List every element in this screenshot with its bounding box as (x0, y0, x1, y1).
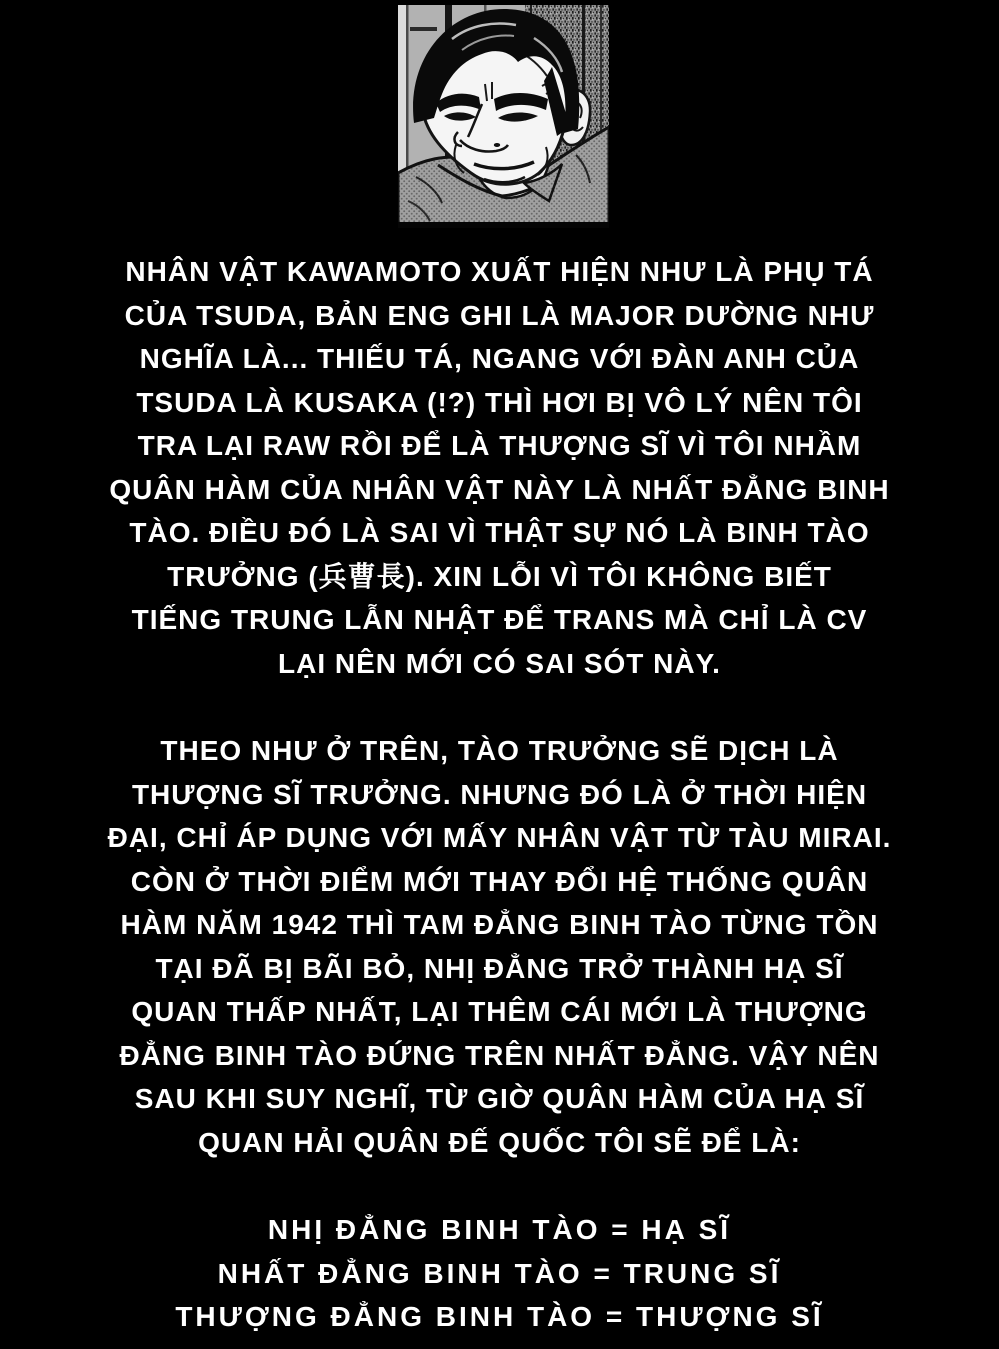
note-line: CÒN Ở THỜI ĐIỂM MỚI THAY ĐỔI HỆ THỐNG QUÂN (130, 865, 869, 897)
note-paragraph-1 (0, 250, 999, 685)
note-line: NHÂN VẬT KAWAMOTO XUẤT HIỆN NHƯ LÀ PHỤ TÁ (125, 256, 874, 287)
note-line: SAU KHI SUY NGHĨ, TỪ GIỜ QUÂN HÀM CỦA HẠ SĨ (134, 1083, 865, 1114)
note-line: TẠI ĐÃ BỊ BÃI BỎ, NHỊ ĐẲNG TRỞ THÀNH HẠ SĨ (155, 952, 844, 984)
note-line: TÀO. ĐIỀU ĐÓ LÀ SAI VÌ THẬT SỰ NÓ LÀ BINH TÀO (129, 517, 870, 548)
kawamoto-portrait-drawing (398, 5, 609, 228)
note-line: THƯỢNG SĨ TRƯỞNG. NHƯNG ĐÓ LÀ Ở THỜI HIỆN (131, 778, 868, 810)
note-line: TSUDA LÀ KUSAKA (!?) THÌ HƠI BỊ VÔ LÝ NÊN TÔI (136, 386, 863, 418)
note-paragraph-2 (0, 729, 999, 1164)
translator-note (0, 250, 999, 1339)
rank-conversion-line: THƯỢNG ĐẲNG BINH TÀO = THƯỢNG SĨ (175, 1301, 824, 1332)
note-line: ĐẲNG BINH TÀO ĐỨNG TRÊN NHẤT ĐẲNG. VẬY NÊN (119, 1039, 880, 1071)
note-line: QUAN THẤP NHẤT, LẠI THÊM CÁI MỚI LÀ THƯỢNG (131, 996, 868, 1027)
note-line: QUAN HẢI QUÂN ĐẾ QUỐC TÔI SẼ ĐỂ LÀ: (198, 1126, 801, 1158)
rank-conversion-line: NHỊ ĐẲNG BINH TÀO = HẠ SĨ (267, 1214, 732, 1245)
note-line: TRƯỞNG (兵曹長). XIN LỖI VÌ TÔI KHÔNG BIẾT (167, 560, 832, 592)
note-paragraph-rank-conversion (0, 1208, 999, 1339)
note-line: ĐẠI, CHỈ ÁP DỤNG VỚI MẤY NHÂN VẬT TỪ TÀU MIRAI. (107, 822, 892, 853)
note-line: HÀM NĂM 1942 THÌ TAM ĐẲNG BINH TÀO TỪNG TỒN (120, 909, 879, 940)
portrait-bottom-strip (398, 222, 609, 228)
note-line: TIẾNG TRUNG LẪN NHẬT ĐỂ TRANS MÀ CHỈ LÀ CV (131, 604, 868, 635)
kawamoto-portrait-image (398, 5, 609, 228)
rank-conversion-line: NHẤT ĐẲNG BINH TÀO = TRUNG SĨ (217, 1257, 782, 1289)
note-line: LẠI NÊN MỚI CÓ SAI SÓT NÀY. (278, 647, 721, 679)
note-line: CỦA TSUDA, BẢN ENG GHI LÀ MAJOR DƯỜNG NHƯ (124, 299, 875, 331)
note-line: QUÂN HÀM CỦA NHÂN VẬT NÀY LÀ NHẤT ĐẲNG BINH (109, 473, 890, 505)
note-line: TRA LẠI RAW RỒI ĐỂ LÀ THƯỢNG SĨ VÌ TÔI NHẦM (137, 430, 862, 461)
note-line: NGHĨA LÀ... THIẾU TÁ, NGANG VỚI ĐÀN ANH CỦA (139, 343, 860, 374)
note-line: THEO NHƯ Ở TRÊN, TÀO TRƯỞNG SẼ DỊCH LÀ (160, 735, 839, 766)
